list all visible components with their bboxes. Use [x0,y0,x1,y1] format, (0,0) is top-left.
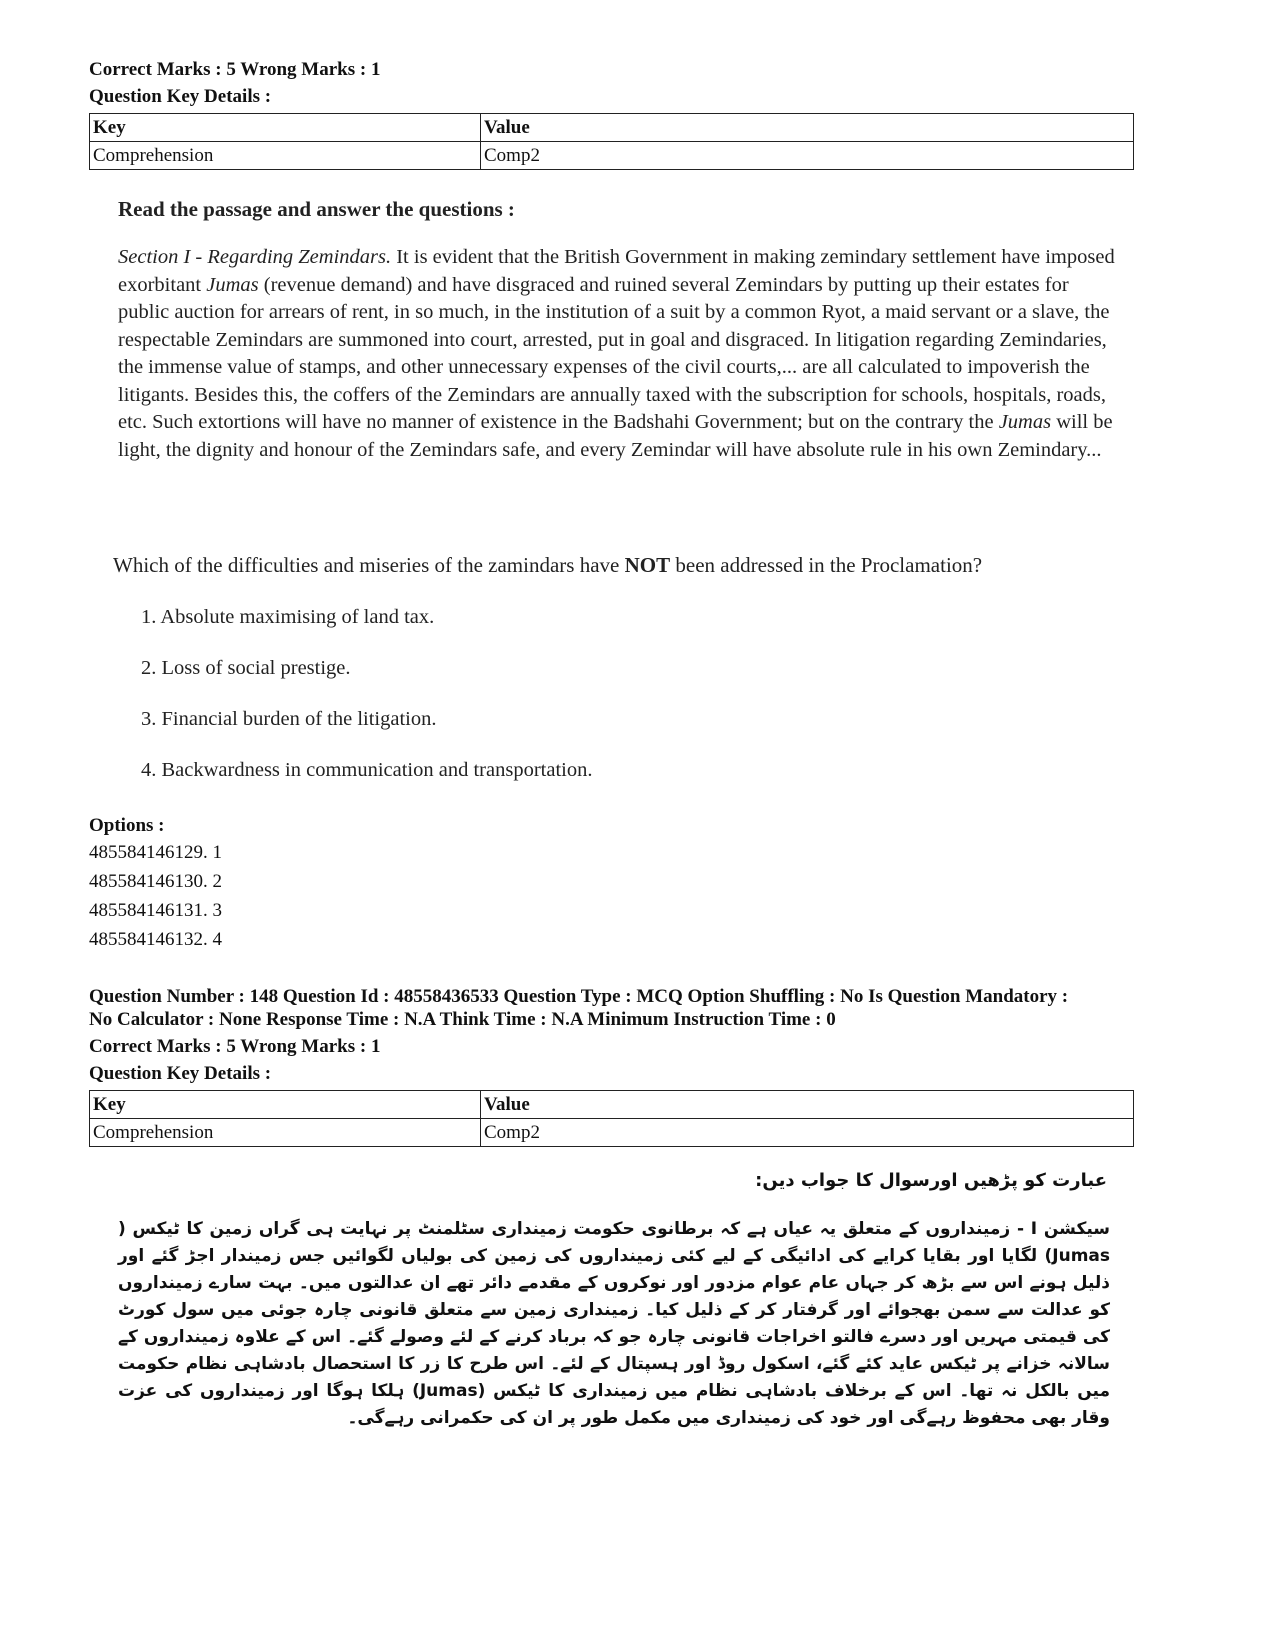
correct-wrong-marks: Correct Marks : 5 Wrong Marks : 1 [89,59,381,80]
table-cell-key: Comprehension [90,142,481,170]
option-item: 485584146132. 4 [89,929,222,950]
question-meta-line-1: Question Number : 148 Question Id : 48558436533 Question Type : MCQ Option Shuffling : No Is Question Mandatory : [89,986,1069,1007]
passage-text [118,244,1118,464]
list-item: 3. Financial burden of the litigation. [141,708,437,730]
passage-jumas-2: Jumas [998,411,1052,433]
option-item: 485584146130. 2 [89,871,222,892]
list-item: 4. Backwardness in communication and transportation. [141,759,593,781]
correct-wrong-marks-2: Correct Marks : 5 Wrong Marks : 1 [89,1036,381,1057]
table-cell-key: Comprehension [90,1119,481,1147]
question-after: been addressed in the Proclamation? [670,553,983,577]
urdu-heading: عبارت کو پڑھیں اورسوال کا جواب دیں: [755,1170,1107,1191]
urdu-passage: سیکشن I - زمینداروں کے متعلق یہ عیاں ہے کہ برطانوی حکومت زمینداری سٹلمنٹ پر نہایت ہی گراں زمین کا ٹیکس ( Jumas) لگایا اور بقایا کرایے کی ادائیگی کے لیے کئی زمینداروں کی زمین کی بولیاں لگوائیں جس زمیندار اجڑ گئے اور ذلیل ہونے اس سے بڑھ کر جہاں عام عوام مزدور اور نوکروں کے مقدمے دائر تھے ان عدالتوں میں۔ بہت سارے زمینداروں کو عدالت سے سمن بھجوائے اور گرفتار کر کے ذلیل کیا۔ زمینداری زمین سے متعلق قانونی چارہ جوئی میں سول کورٹ کی قیمتی مہریں اور دسرے فالتو اخراجات قانونی چارہ جو کہ برباد کرنے کے لئے وصولے گئے۔ اس کے علاوہ زمینداروں کے سالانہ خزانے پر ٹیکس عاید کئے گئے، اسکول روڈ اور ہسپتال کے لئے۔ اس طرح کا زر کا استحصال بادشاہی نظام حکومت میں بالکل نہ تھا۔ اس کے برخلاف بادشاہی نظام میں زمینداری کا ٹیکس (Jumas) ہلکا ہوگا اور زمینداروں کی عزت وقار بھی محفوظ رہےگی اور خود کی زمینداری میں مکمل طور پر ان کی حکمرانی رہےگی۔ [118,1219,1111,1428]
question-emphasis: NOT [624,553,671,577]
table-cell-value: Comp2 [481,142,1134,170]
question-key-details-label: Question Key Details : [89,86,272,107]
question-text [113,553,982,578]
passage-part-3: will be light, the dignity and honour of the Zemindars safe, and every Zemindar will have absolute rule in his own Zemindary... [118,411,1113,461]
question-before: Which of the difficulties and miseries of the zamindars have [113,553,625,577]
key-details-table [89,113,1134,170]
option-item: 485584146129. 1 [89,842,222,863]
key-details-table-2 [89,1090,1134,1147]
table-row [90,1119,1134,1147]
passage-jumas-1: Jumas [206,273,259,296]
question-meta-line-2: No Calculator : None Response Time : N.A Think Time : N.A Minimum Instruction Time : 0 [89,1009,836,1030]
passage-heading: Read the passage and answer the questions : [118,197,515,221]
table-cell-value: Comp2 [481,1119,1134,1147]
table-header-row [90,1091,1134,1119]
options-list [89,838,222,954]
table-header-value: Value [481,114,1134,142]
passage-section-title: Section I - Regarding Zemindars. [118,246,392,268]
list-item: 1. Absolute maximising of land tax. [141,606,435,628]
table-header-key: Key [90,114,481,142]
table-header-row [90,114,1134,142]
passage-part-2: (revenue demand) and have disgraced and ruined several Zemindars by putting up their estates for public auction for arrears of rent, in so much, in the institution of a suit by a common Ryot, a maid servant or a slave, the respectable Zemindars are summoned into court, arrested, put in goal and disgraced. In litigation regarding Zemindaries, the immense value of stamps, and other unnecessary expenses of the civil courts,... are all calculated to impoverish the litigants. Besides this, the coffers of the Zemindars are annually taxed with the subscription for schools, hospitals, roads, etc. Such extortions will have no manner of existence in the Badshahi Government; but on the contrary the [118,273,1110,433]
table-header-key: Key [90,1091,481,1119]
option-item: 485584146131. 3 [89,900,222,921]
list-item: 2. Loss of social prestige. [141,657,351,679]
table-header-value: Value [481,1091,1134,1119]
options-label: Options : [89,815,165,836]
question-key-details-label-2: Question Key Details : [89,1063,272,1084]
passage-part-1: It is evident that the British Government in making zemindary settlement have imposed exorbitant [118,246,1115,296]
table-row [90,142,1134,170]
